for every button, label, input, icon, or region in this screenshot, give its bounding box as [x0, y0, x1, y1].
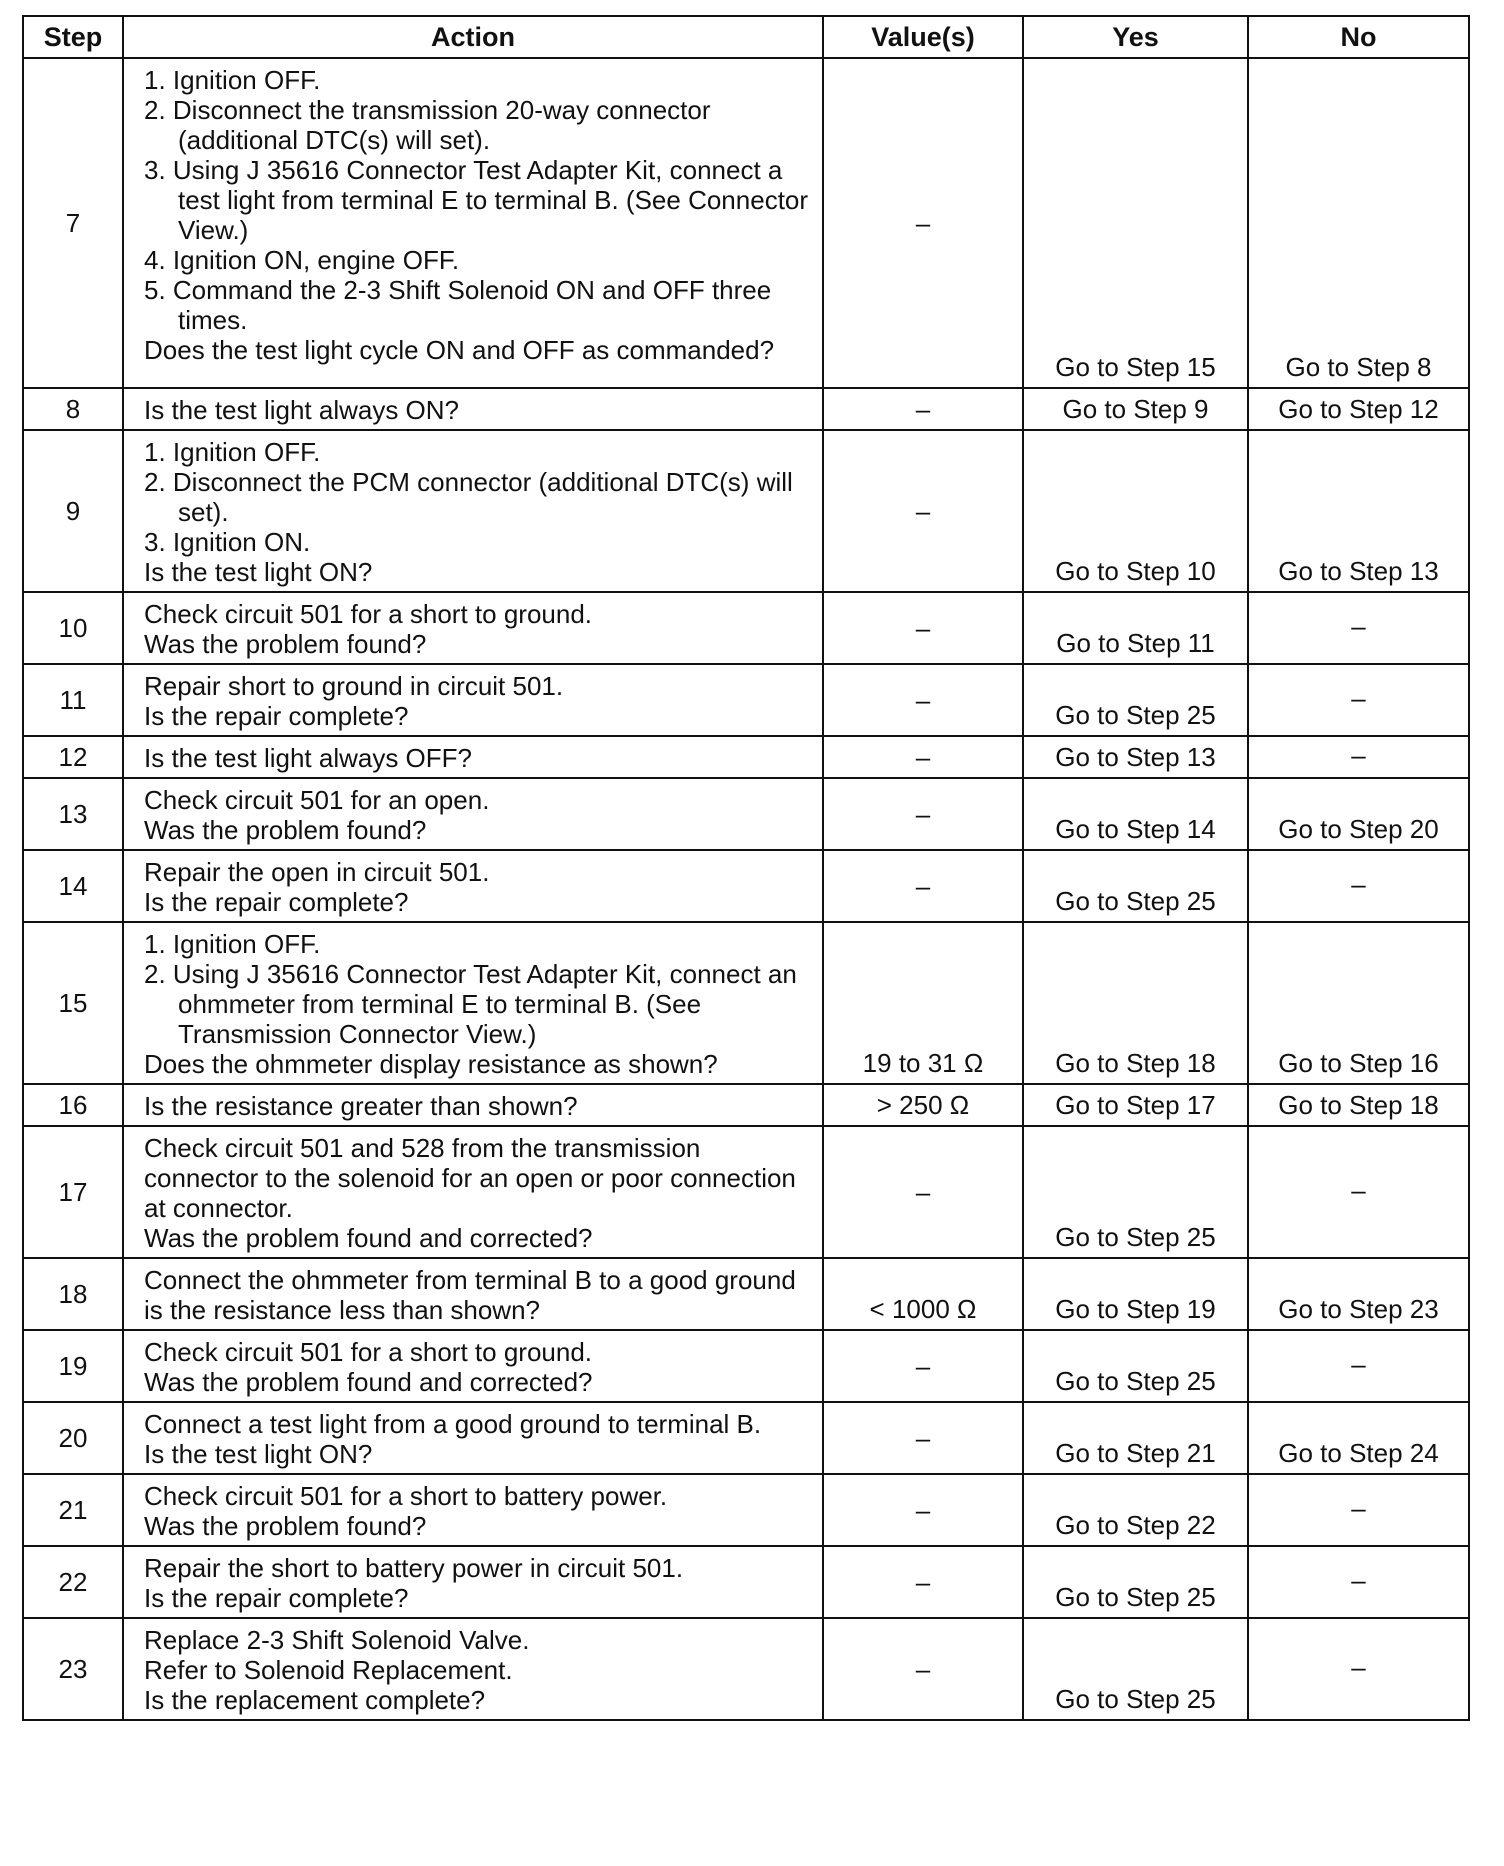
- action-list-item: 2. Using J 35616 Connector Test Adapter Kit, connect an ohmmeter from terminal E to terminal B. (See Transmission Connector View.): [144, 959, 797, 1049]
- step-number: 17: [23, 1126, 123, 1258]
- action-line: Refer to Solenoid Replacement.: [144, 1655, 513, 1685]
- step-number: 8: [23, 388, 123, 430]
- yes-cell: Go to Step 25: [1023, 1618, 1248, 1720]
- action-line: Is the test light always ON?: [144, 395, 460, 425]
- header-values: Value(s): [823, 16, 1023, 58]
- yes-cell: Go to Step 21: [1023, 1402, 1248, 1474]
- table-row: [23, 1618, 1469, 1720]
- action-list-item: 4. Ignition ON, engine OFF.: [144, 245, 460, 275]
- value-cell: –: [823, 388, 1023, 430]
- no-cell: –: [1248, 1126, 1469, 1258]
- yes-cell: Go to Step 25: [1023, 664, 1248, 736]
- table-row: [23, 388, 1469, 430]
- action-cell: [123, 664, 823, 736]
- yes-cell: Go to Step 9: [1023, 388, 1248, 430]
- value-cell: –: [823, 1474, 1023, 1546]
- action-cell: [123, 1474, 823, 1546]
- yes-cell: Go to Step 25: [1023, 1546, 1248, 1618]
- table-row: [23, 850, 1469, 922]
- table-row: [23, 1546, 1469, 1618]
- table-row: [23, 664, 1469, 736]
- action-line: Is the repair complete?: [144, 887, 409, 917]
- value-cell: –: [823, 430, 1023, 592]
- action-list-item: 3. Using J 35616 Connector Test Adapter Kit, connect a test light from terminal E to terminal B. (See Connector View.): [144, 155, 809, 245]
- table-row: [23, 778, 1469, 850]
- action-list-item: 1. Ignition OFF.: [144, 437, 321, 467]
- action-line: Check circuit 501 for a short to ground.: [144, 599, 593, 629]
- action-line: Repair the open in circuit 501.: [144, 857, 490, 887]
- no-cell: –: [1248, 1330, 1469, 1402]
- table-row: [23, 1474, 1469, 1546]
- action-line: Was the problem found?: [144, 1511, 427, 1541]
- action-line: Was the problem found and corrected?: [144, 1367, 593, 1397]
- header-row: [23, 16, 1469, 58]
- action-list-item: 1. Ignition OFF.: [144, 929, 321, 959]
- table-row: [23, 1084, 1469, 1126]
- step-number: 23: [23, 1618, 123, 1720]
- action-cell: [123, 1258, 823, 1330]
- step-number: 14: [23, 850, 123, 922]
- step-number: 18: [23, 1258, 123, 1330]
- action-cell: [123, 592, 823, 664]
- action-cell: [123, 1126, 823, 1258]
- value-cell: –: [823, 1126, 1023, 1258]
- action-cell: [123, 388, 823, 430]
- action-line: Repair short to ground in circuit 501.: [144, 671, 564, 701]
- step-number: 15: [23, 922, 123, 1084]
- yes-cell: Go to Step 17: [1023, 1084, 1248, 1126]
- value-cell: –: [823, 1402, 1023, 1474]
- action-cell: [123, 778, 823, 850]
- table-row: [23, 58, 1469, 388]
- diagnostic-table: [22, 15, 1470, 1721]
- no-cell: Go to Step 20: [1248, 778, 1469, 850]
- action-line: Is the test light ON?: [144, 1439, 373, 1469]
- action-line: Connect the ohmmeter from terminal B to a good ground is the resistance less than shown?: [144, 1265, 796, 1325]
- action-cell: [123, 1546, 823, 1618]
- no-cell: –: [1248, 736, 1469, 778]
- no-cell: –: [1248, 664, 1469, 736]
- step-number: 16: [23, 1084, 123, 1126]
- header-action: Action: [123, 16, 823, 58]
- action-line: Repair the short to battery power in circuit 501.: [144, 1553, 684, 1583]
- action-cell: [123, 58, 823, 388]
- header-yes: Yes: [1023, 16, 1248, 58]
- action-line: Check circuit 501 for a short to ground.: [144, 1337, 593, 1367]
- table-row: [23, 736, 1469, 778]
- step-number: 11: [23, 664, 123, 736]
- yes-cell: Go to Step 25: [1023, 850, 1248, 922]
- yes-cell: Go to Step 11: [1023, 592, 1248, 664]
- step-number: 10: [23, 592, 123, 664]
- yes-cell: Go to Step 19: [1023, 1258, 1248, 1330]
- action-line: Does the ohmmeter display resistance as shown?: [144, 1049, 718, 1079]
- step-number: 21: [23, 1474, 123, 1546]
- action-list-item: 1. Ignition OFF.: [144, 65, 321, 95]
- table-row: [23, 1126, 1469, 1258]
- table-row: [23, 1330, 1469, 1402]
- value-cell: –: [823, 664, 1023, 736]
- yes-cell: Go to Step 14: [1023, 778, 1248, 850]
- no-cell: Go to Step 23: [1248, 1258, 1469, 1330]
- no-cell: –: [1248, 1546, 1469, 1618]
- action-cell: [123, 1618, 823, 1720]
- value-cell: > 250 Ω: [823, 1084, 1023, 1126]
- action-line: Replace 2-3 Shift Solenoid Valve.: [144, 1625, 530, 1655]
- action-cell: [123, 430, 823, 592]
- no-cell: –: [1248, 592, 1469, 664]
- value-cell: 19 to 31 Ω: [823, 922, 1023, 1084]
- action-cell: [123, 850, 823, 922]
- no-cell: Go to Step 16: [1248, 922, 1469, 1084]
- action-list-item: 3. Ignition ON.: [144, 527, 311, 557]
- action-line: Is the repair complete?: [144, 701, 409, 731]
- step-number: 12: [23, 736, 123, 778]
- yes-cell: Go to Step 10: [1023, 430, 1248, 592]
- value-cell: –: [823, 736, 1023, 778]
- action-cell: [123, 1402, 823, 1474]
- value-cell: –: [823, 592, 1023, 664]
- no-cell: Go to Step 8: [1248, 58, 1469, 388]
- table-row: [23, 922, 1469, 1084]
- action-line: Check circuit 501 and 528 from the transmission connector to the solenoid for an open or poor connection at connector.: [144, 1133, 796, 1223]
- no-cell: –: [1248, 1618, 1469, 1720]
- value-cell: –: [823, 778, 1023, 850]
- step-number: 7: [23, 58, 123, 388]
- action-line: Check circuit 501 for a short to battery power.: [144, 1481, 668, 1511]
- no-cell: –: [1248, 850, 1469, 922]
- action-line: Was the problem found?: [144, 815, 427, 845]
- yes-cell: Go to Step 15: [1023, 58, 1248, 388]
- step-number: 19: [23, 1330, 123, 1402]
- yes-cell: Go to Step 18: [1023, 922, 1248, 1084]
- step-number: 9: [23, 430, 123, 592]
- header-step: Step: [23, 16, 123, 58]
- yes-cell: Go to Step 13: [1023, 736, 1248, 778]
- action-line: Is the repair complete?: [144, 1583, 409, 1613]
- value-cell: –: [823, 1618, 1023, 1720]
- step-number: 13: [23, 778, 123, 850]
- action-line: Was the problem found?: [144, 629, 427, 659]
- action-cell: [123, 1084, 823, 1126]
- value-cell: –: [823, 850, 1023, 922]
- action-line: Is the resistance greater than shown?: [144, 1091, 578, 1121]
- action-cell: [123, 1330, 823, 1402]
- value-cell: –: [823, 58, 1023, 388]
- table-row: [23, 1258, 1469, 1330]
- action-line: Check circuit 501 for an open.: [144, 785, 490, 815]
- step-number: 20: [23, 1402, 123, 1474]
- action-line: Connect a test light from a good ground to terminal B.: [144, 1409, 762, 1439]
- yes-cell: Go to Step 25: [1023, 1126, 1248, 1258]
- no-cell: Go to Step 12: [1248, 388, 1469, 430]
- table-body: [23, 58, 1469, 1720]
- action-line: Does the test light cycle ON and OFF as commanded?: [144, 335, 775, 365]
- action-line: Is the replacement complete?: [144, 1685, 486, 1715]
- step-number: 22: [23, 1546, 123, 1618]
- action-cell: [123, 736, 823, 778]
- value-cell: –: [823, 1546, 1023, 1618]
- value-cell: –: [823, 1330, 1023, 1402]
- table-row: [23, 1402, 1469, 1474]
- no-cell: Go to Step 18: [1248, 1084, 1469, 1126]
- value-cell: < 1000 Ω: [823, 1258, 1023, 1330]
- no-cell: Go to Step 24: [1248, 1402, 1469, 1474]
- action-list-item: 5. Command the 2-3 Shift Solenoid ON and OFF three times.: [144, 275, 772, 335]
- table-row: [23, 430, 1469, 592]
- yes-cell: Go to Step 25: [1023, 1330, 1248, 1402]
- yes-cell: Go to Step 22: [1023, 1474, 1248, 1546]
- no-cell: Go to Step 13: [1248, 430, 1469, 592]
- action-line: Is the test light ON?: [144, 557, 373, 587]
- action-cell: [123, 922, 823, 1084]
- action-line: Was the problem found and corrected?: [144, 1223, 593, 1253]
- action-line: Is the test light always OFF?: [144, 743, 473, 773]
- no-cell: –: [1248, 1474, 1469, 1546]
- header-no: No: [1248, 16, 1469, 58]
- action-list-item: 2. Disconnect the PCM connector (additional DTC(s) will set).: [144, 467, 793, 527]
- table-row: [23, 592, 1469, 664]
- action-list-item: 2. Disconnect the transmission 20-way connector (additional DTC(s) will set).: [144, 95, 711, 155]
